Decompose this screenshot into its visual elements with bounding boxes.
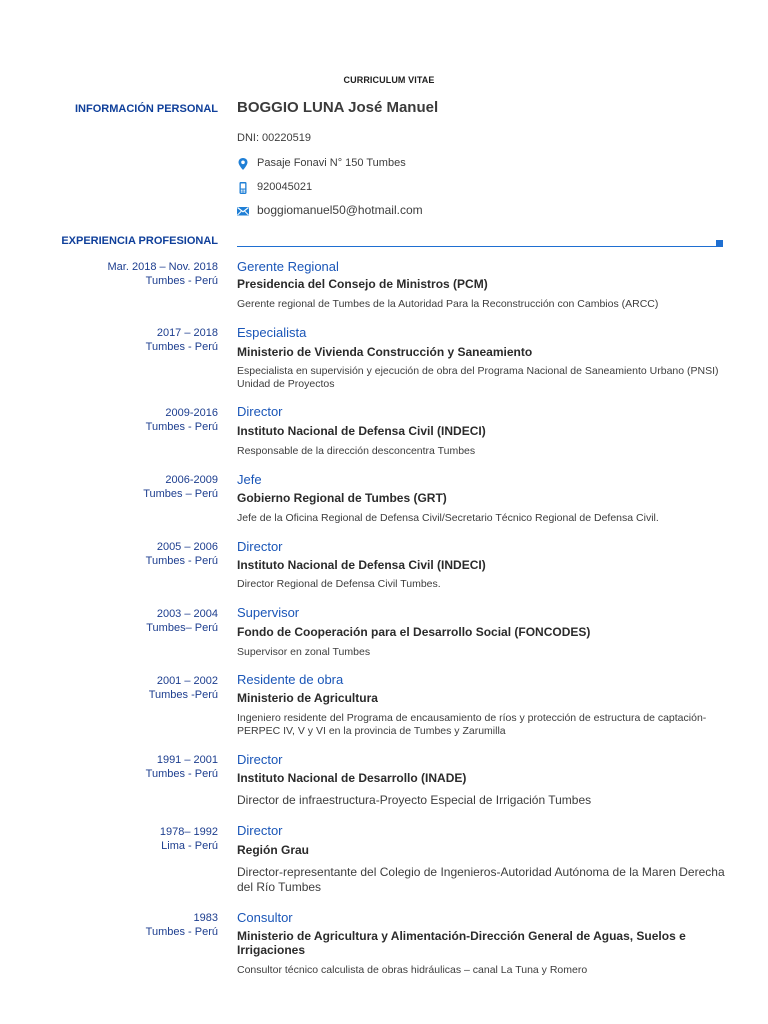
entry-title: Director: [237, 823, 283, 838]
phone-icon: [236, 181, 250, 195]
entry-description: Director-representante del Colegio de Ingenieros-Autoridad Autónoma de la Maren Derecha del Río Tumbes: [237, 865, 725, 894]
entry-organization: Instituto Nacional de Defensa Civil (INDECI): [237, 424, 486, 438]
entry-organization: Presidencia del Consejo de Ministros (PCM): [237, 277, 488, 291]
entry-place: Tumbes - Perú: [145, 341, 218, 353]
entry-description: Director de infraestructura-Proyecto Especial de Irrigación Tumbes: [237, 793, 592, 807]
entry-title: Director: [237, 539, 283, 554]
entry-place: Tumbes – Perú: [143, 488, 218, 500]
entry-description: Consultor técnico calculista de obras hidráulicas – canal La Tuna y Romero: [237, 964, 588, 976]
entry-dates: 2017 – 2018: [156, 327, 218, 339]
entry-place: Tumbes - Perú: [145, 275, 218, 287]
section-label-personal: INFORMACIÓN PERSONAL: [75, 103, 218, 115]
entry-title: Director: [237, 404, 283, 419]
location-pin-icon: [236, 157, 250, 171]
entry-dates: 1991 – 2001: [156, 754, 218, 766]
entry-title: Especialista: [237, 325, 307, 340]
document-title: CURRICULUM VITAE: [343, 75, 435, 85]
entry-dates: 1983: [193, 912, 218, 924]
entry-title: Residente de obra: [237, 672, 344, 687]
entry-place: Tumbes– Perú: [146, 622, 218, 634]
entry-organization: Gobierno Regional de Tumbes (GRT): [237, 491, 447, 505]
entry-title: Director: [237, 752, 283, 767]
entry-dates: 2005 – 2006: [156, 541, 218, 553]
entry-organization: Fondo de Cooperación para el Desarrollo Social (FONCODES): [237, 625, 591, 639]
entry-organization: Ministerio de Agricultura y Alimentación-Dirección General de Aguas, Suelos e Irrigaciones: [237, 929, 686, 957]
entry-description: Responsable de la dirección desconcentra Tumbes: [237, 445, 476, 457]
entry-description: Especialista en supervisión y ejecución de obra del Programa Nacional de Saneamiento Urbano (PNSI) Unidad de Proyectos: [237, 365, 719, 390]
entry-organization: Ministerio de Agricultura: [237, 691, 378, 705]
section-divider-line: [237, 246, 717, 247]
entry-organization: Región Grau: [237, 843, 310, 857]
phone-text: 920045021: [257, 181, 313, 193]
entry-dates: 2003 – 2004: [156, 608, 218, 620]
entry-organization: Instituto Nacional de Defensa Civil (INDECI): [237, 558, 486, 572]
person-name: BOGGIO LUNA José Manuel: [237, 99, 439, 116]
entry-title: Jefe: [237, 472, 262, 487]
entry-place: Tumbes - Perú: [145, 768, 218, 780]
entry-place: Tumbes - Perú: [145, 926, 218, 938]
section-divider-marker: [716, 240, 723, 247]
dni-text: DNI: 00220519: [237, 132, 311, 144]
entry-dates: 2009-2016: [165, 407, 218, 419]
entry-dates: Mar. 2018 – Nov. 2018: [107, 261, 218, 273]
email-text[interactable]: boggiomanuel50@hotmail.com: [257, 203, 423, 217]
entry-description: Director Regional de Defensa Civil Tumbes.: [237, 578, 441, 590]
section-label-experience: EXPERIENCIA PROFESIONAL: [61, 235, 218, 247]
entry-description: Gerente regional de Tumbes de la Autoridad Para la Reconstrucción con Cambios (ARCC): [237, 298, 659, 310]
entry-description: Jefe de la Oficina Regional de Defensa Civil/Secretario Técnico Regional de Defensa Civil.: [237, 512, 659, 524]
entry-title: Supervisor: [237, 605, 300, 620]
entry-place: Lima - Perú: [161, 840, 218, 852]
entry-dates: 2001 – 2002: [156, 675, 218, 687]
email-icon: [236, 204, 250, 218]
entry-dates: 1978– 1992: [159, 826, 218, 838]
entry-title: Gerente Regional: [237, 259, 339, 274]
entry-place: Tumbes -Perú: [148, 689, 218, 701]
entry-description: Supervisor en zonal Tumbes: [237, 646, 371, 658]
entry-place: Tumbes - Perú: [145, 421, 218, 433]
entry-title: Consultor: [237, 910, 293, 925]
entry-dates: 2006-2009: [165, 474, 218, 486]
entry-organization: Instituto Nacional de Desarrollo (INADE): [237, 771, 467, 785]
entry-place: Tumbes - Perú: [145, 555, 218, 567]
entry-organization: Ministerio de Vivienda Construcción y Saneamiento: [237, 345, 533, 359]
address-text: Pasaje Fonavi N° 150 Tumbes: [257, 157, 406, 169]
entry-description: Ingeniero residente del Programa de encausamiento de ríos y protección de estructura de captación-PERPEC IV, V y VI en la provincia de Tumbes y Zarumilla: [237, 712, 707, 737]
